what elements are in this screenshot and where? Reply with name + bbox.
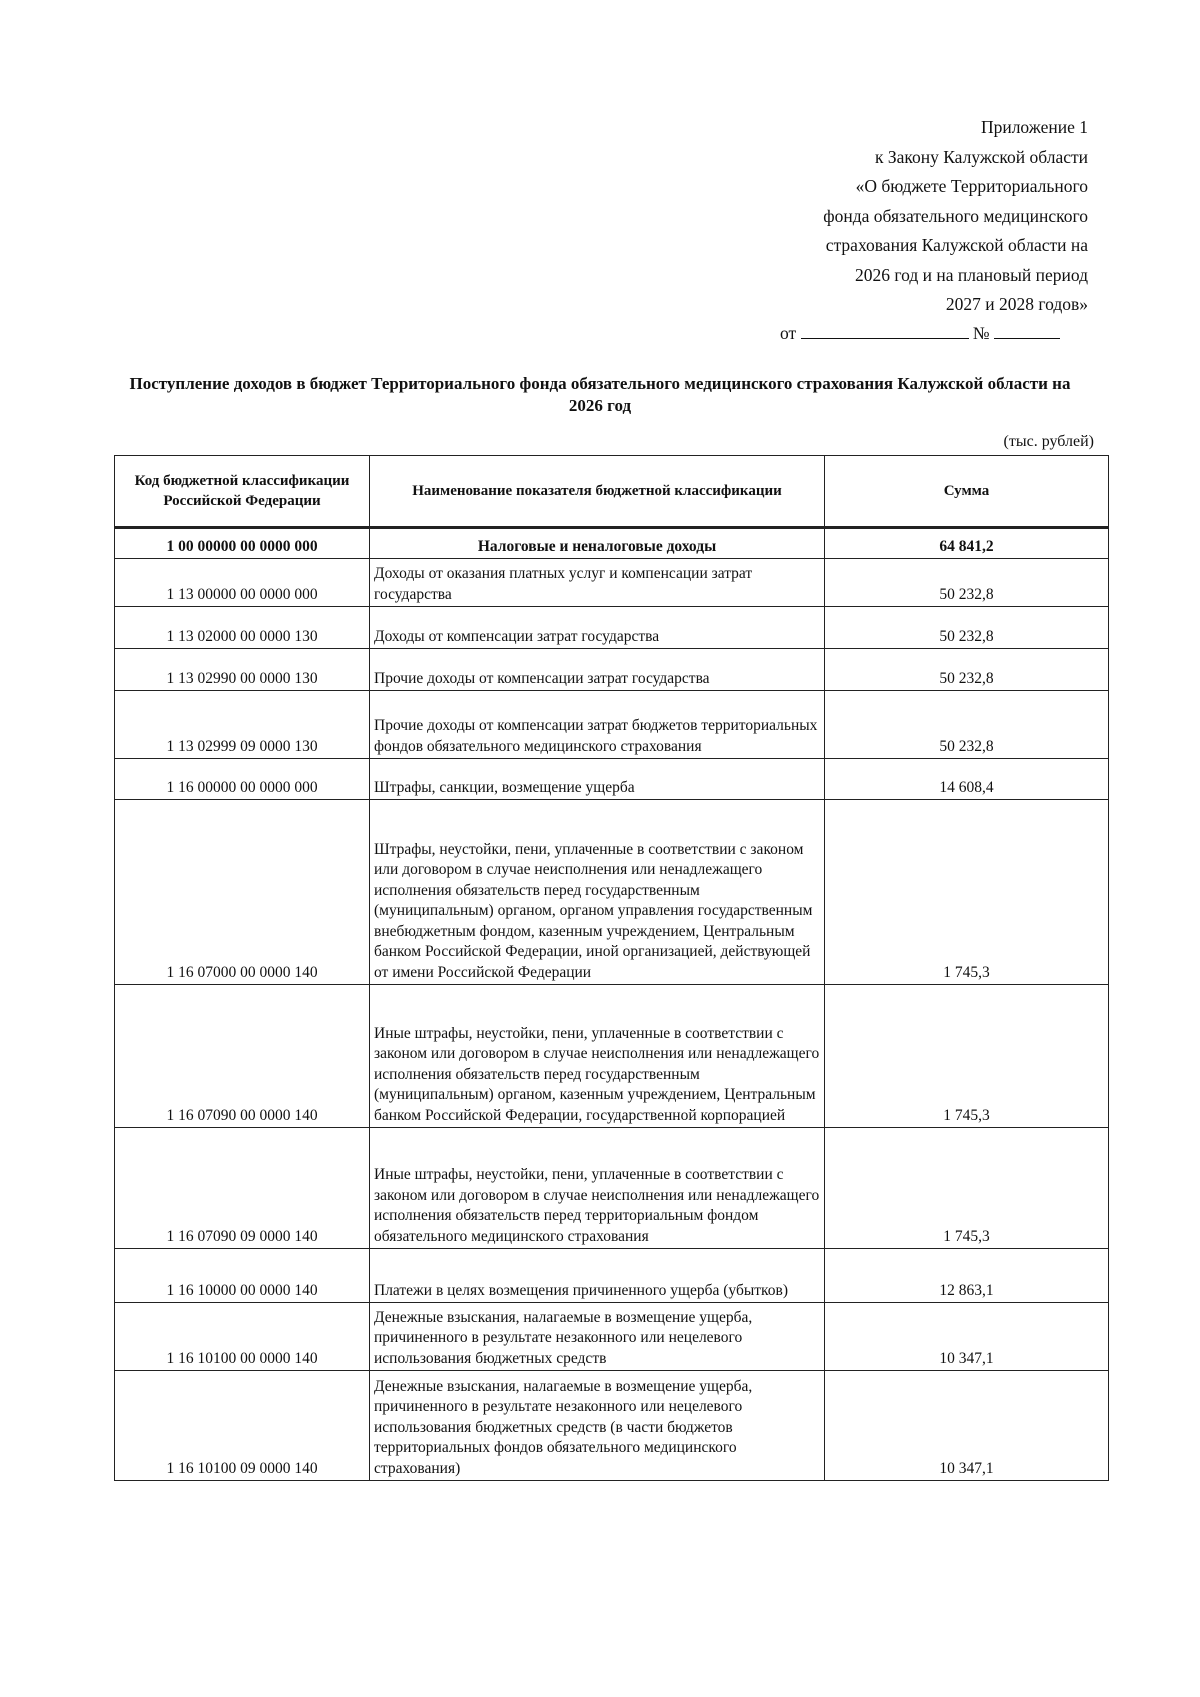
header-name: Наименование показателя бюджетной классификации — [370, 456, 825, 528]
appendix-line: 2027 и 2028 годов» — [945, 294, 1088, 314]
appendix-line: Приложение 1 — [980, 117, 1088, 137]
table-row — [115, 1249, 1109, 1303]
row-name: Денежные взыскания, налагаемые в возмещение ущерба, причиненного в результате незаконного или нецелевого использования бюджетных средств (в части бюджетов территориальных фондов обязательного медицинского страхования) — [370, 1371, 825, 1481]
row-name: Доходы от оказания платных услуг и компенсации затрат государства — [370, 559, 825, 607]
table-row — [115, 1128, 1109, 1249]
row-name: Иные штрафы, неустойки, пени, уплаченные в соответствии с законом или договором в случае неисполнения или ненадлежащего исполнения обязательств перед территориальным фондом обязательного медицинского страхования — [370, 1128, 825, 1249]
table-row — [115, 528, 1109, 559]
row-code: 1 16 00000 00 0000 000 — [115, 759, 370, 800]
table-row — [115, 759, 1109, 800]
appendix-line: к Закону Калужской области — [874, 146, 1088, 167]
row-code: 1 13 02999 09 0000 130 — [115, 691, 370, 759]
date-prefix: от — [780, 323, 797, 343]
row-amount: 1 745,3 — [825, 800, 1109, 985]
table-row — [115, 691, 1109, 759]
row-name: Платежи в целях возмещения причиненного ущерба (убытков) — [370, 1249, 825, 1303]
table-row — [115, 1371, 1109, 1481]
header-amount: Сумма — [825, 456, 1109, 528]
row-name: Налоговые и неналоговые доходы — [370, 528, 825, 559]
table-row — [115, 1303, 1109, 1371]
row-name: Денежные взыскания, налагаемые в возмещение ущерба, причиненного в результате незаконного или нецелевого использования бюджетных средств — [370, 1303, 825, 1371]
row-amount: 1 745,3 — [825, 1128, 1109, 1249]
row-amount: 10 347,1 — [825, 1371, 1109, 1481]
row-code: 1 16 07090 00 0000 140 — [115, 985, 370, 1128]
table-row — [115, 800, 1109, 985]
row-name: Штрафы, неустойки, пени, уплаченные в соответствии с законом или договором в случае неисполнения или ненадлежащего исполнения обязательств перед государственным (муниципальным) органом, органом управления государственным внебюджетным фондом, казенным учреждением, Центральным банком Российской Федерации, иной организацией, действующей от имени Российской Федерации — [370, 800, 825, 985]
appendix-line: «О бюджете Территориального — [855, 176, 1088, 196]
row-amount: 64 841,2 — [825, 528, 1109, 559]
row-amount: 14 608,4 — [825, 759, 1109, 800]
header-code: Код бюджетной классификации Российской Федерации — [115, 456, 370, 528]
row-amount: 12 863,1 — [825, 1249, 1109, 1303]
row-code: 1 16 10100 00 0000 140 — [115, 1303, 370, 1371]
row-name: Прочие доходы от компенсации затрат бюджетов территориальных фондов обязательного медицинского страхования — [370, 691, 825, 759]
appendix-block — [760, 113, 1088, 320]
table-header-row — [115, 456, 1109, 528]
row-amount: 50 232,8 — [825, 559, 1109, 607]
row-name: Доходы от компенсации затрат государства — [370, 607, 825, 649]
row-code: 1 13 02990 00 0000 130 — [115, 649, 370, 691]
number-sign: № — [972, 323, 990, 343]
appendix-line: фонда обязательного медицинского — [823, 205, 1088, 226]
date-number-line — [780, 322, 1090, 344]
row-name: Прочие доходы от компенсации затрат государства — [370, 649, 825, 691]
table-row — [115, 985, 1109, 1128]
revenue-table — [114, 455, 1109, 1481]
row-code: 1 13 00000 00 0000 000 — [115, 559, 370, 607]
row-code: 1 16 07000 00 0000 140 — [115, 800, 370, 985]
row-amount: 50 232,8 — [825, 691, 1109, 759]
table-row — [115, 559, 1109, 607]
units-label: (тыс. рублей) — [1003, 433, 1094, 450]
number-blank — [994, 322, 1060, 339]
date-blank — [801, 322, 969, 339]
appendix-line: страхования Калужской области на — [825, 235, 1088, 255]
document-title: Поступление доходов в бюджет Территориального фонда обязательного медицинского страхования Калужской области на 2026 год — [129, 374, 1071, 415]
row-code: 1 16 10100 09 0000 140 — [115, 1371, 370, 1481]
row-amount: 50 232,8 — [825, 649, 1109, 691]
row-amount: 1 745,3 — [825, 985, 1109, 1128]
row-code: 1 00 00000 00 0000 000 — [115, 528, 370, 559]
row-amount: 10 347,1 — [825, 1303, 1109, 1371]
table-row — [115, 649, 1109, 691]
row-code: 1 16 10000 00 0000 140 — [115, 1249, 370, 1303]
row-name: Иные штрафы, неустойки, пени, уплаченные в соответствии с законом или договором в случае неисполнения или ненадлежащего исполнения обязательств перед государственным (муниципальным) органом, казенным учреждением, Центральным банком Российской Федерации, государственной корпорацией — [370, 985, 825, 1128]
row-code: 1 16 07090 09 0000 140 — [115, 1128, 370, 1249]
appendix-line: 2026 год и на плановый период — [854, 264, 1088, 285]
row-amount: 50 232,8 — [825, 607, 1109, 649]
row-name: Штрафы, санкции, возмещение ущерба — [370, 759, 825, 800]
table-row — [115, 607, 1109, 649]
row-code: 1 13 02000 00 0000 130 — [115, 607, 370, 649]
